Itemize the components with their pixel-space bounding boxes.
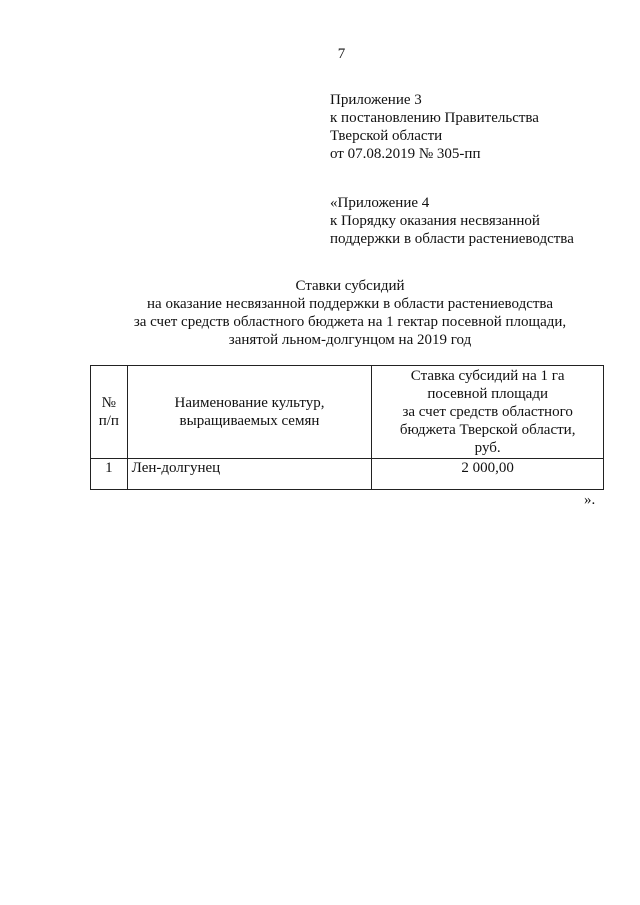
header-crop-name <box>127 366 372 459</box>
row-rate-value: 2 000,00 <box>372 459 604 490</box>
header-number <box>91 366 128 459</box>
appendix-3-line: Приложение 3 <box>330 92 422 108</box>
appendix-4-line: поддержки в области растениеводства <box>330 231 574 247</box>
appendix-3-reference <box>330 91 539 163</box>
header-rate <box>372 366 604 459</box>
page-number: 7 <box>337 46 346 62</box>
header-rate-line: бюджета Тверской области, <box>399 422 576 438</box>
header-crop-name-line: выращиваемых семян <box>179 413 320 429</box>
row-number: 1 <box>91 459 128 490</box>
table-header-row <box>91 366 604 459</box>
header-rate-line: Ставка субсидий на 1 га <box>410 368 565 384</box>
table-row <box>91 459 604 490</box>
heading-line: на оказание несвязанной поддержки в области растениеводства <box>147 296 553 312</box>
heading-line: за счет средств областного бюджета на 1 гектар посевной площади, <box>133 314 567 330</box>
header-crop-name-line: Наименование культур, <box>174 395 325 411</box>
header-number-line: № <box>101 395 116 411</box>
subsidy-rates-table <box>90 365 604 490</box>
appendix-3-line: Тверской области <box>330 128 443 144</box>
heading-line: занятой льном-долгунцом на 2019 год <box>228 332 472 348</box>
header-rate-line: за счет средств областного <box>402 404 573 420</box>
document-heading <box>0 277 640 349</box>
header-rate-line: руб. <box>474 440 501 456</box>
appendix-4-reference <box>330 194 574 248</box>
appendix-4-line: к Порядку оказания несвязанной <box>330 213 540 229</box>
heading-line: Ставки субсидий <box>295 278 405 294</box>
appendix-3-line: к постановлению Правительства <box>330 110 539 126</box>
header-number-line: п/п <box>98 413 119 429</box>
appendix-3-line: от 07.08.2019 № 305-пп <box>330 146 481 162</box>
appendix-4-line: «Приложение 4 <box>330 195 430 211</box>
row-crop-name: Лен-долгунец <box>127 459 372 490</box>
header-rate-line: посевной площади <box>427 386 548 402</box>
closing-quote: ». <box>584 492 596 508</box>
